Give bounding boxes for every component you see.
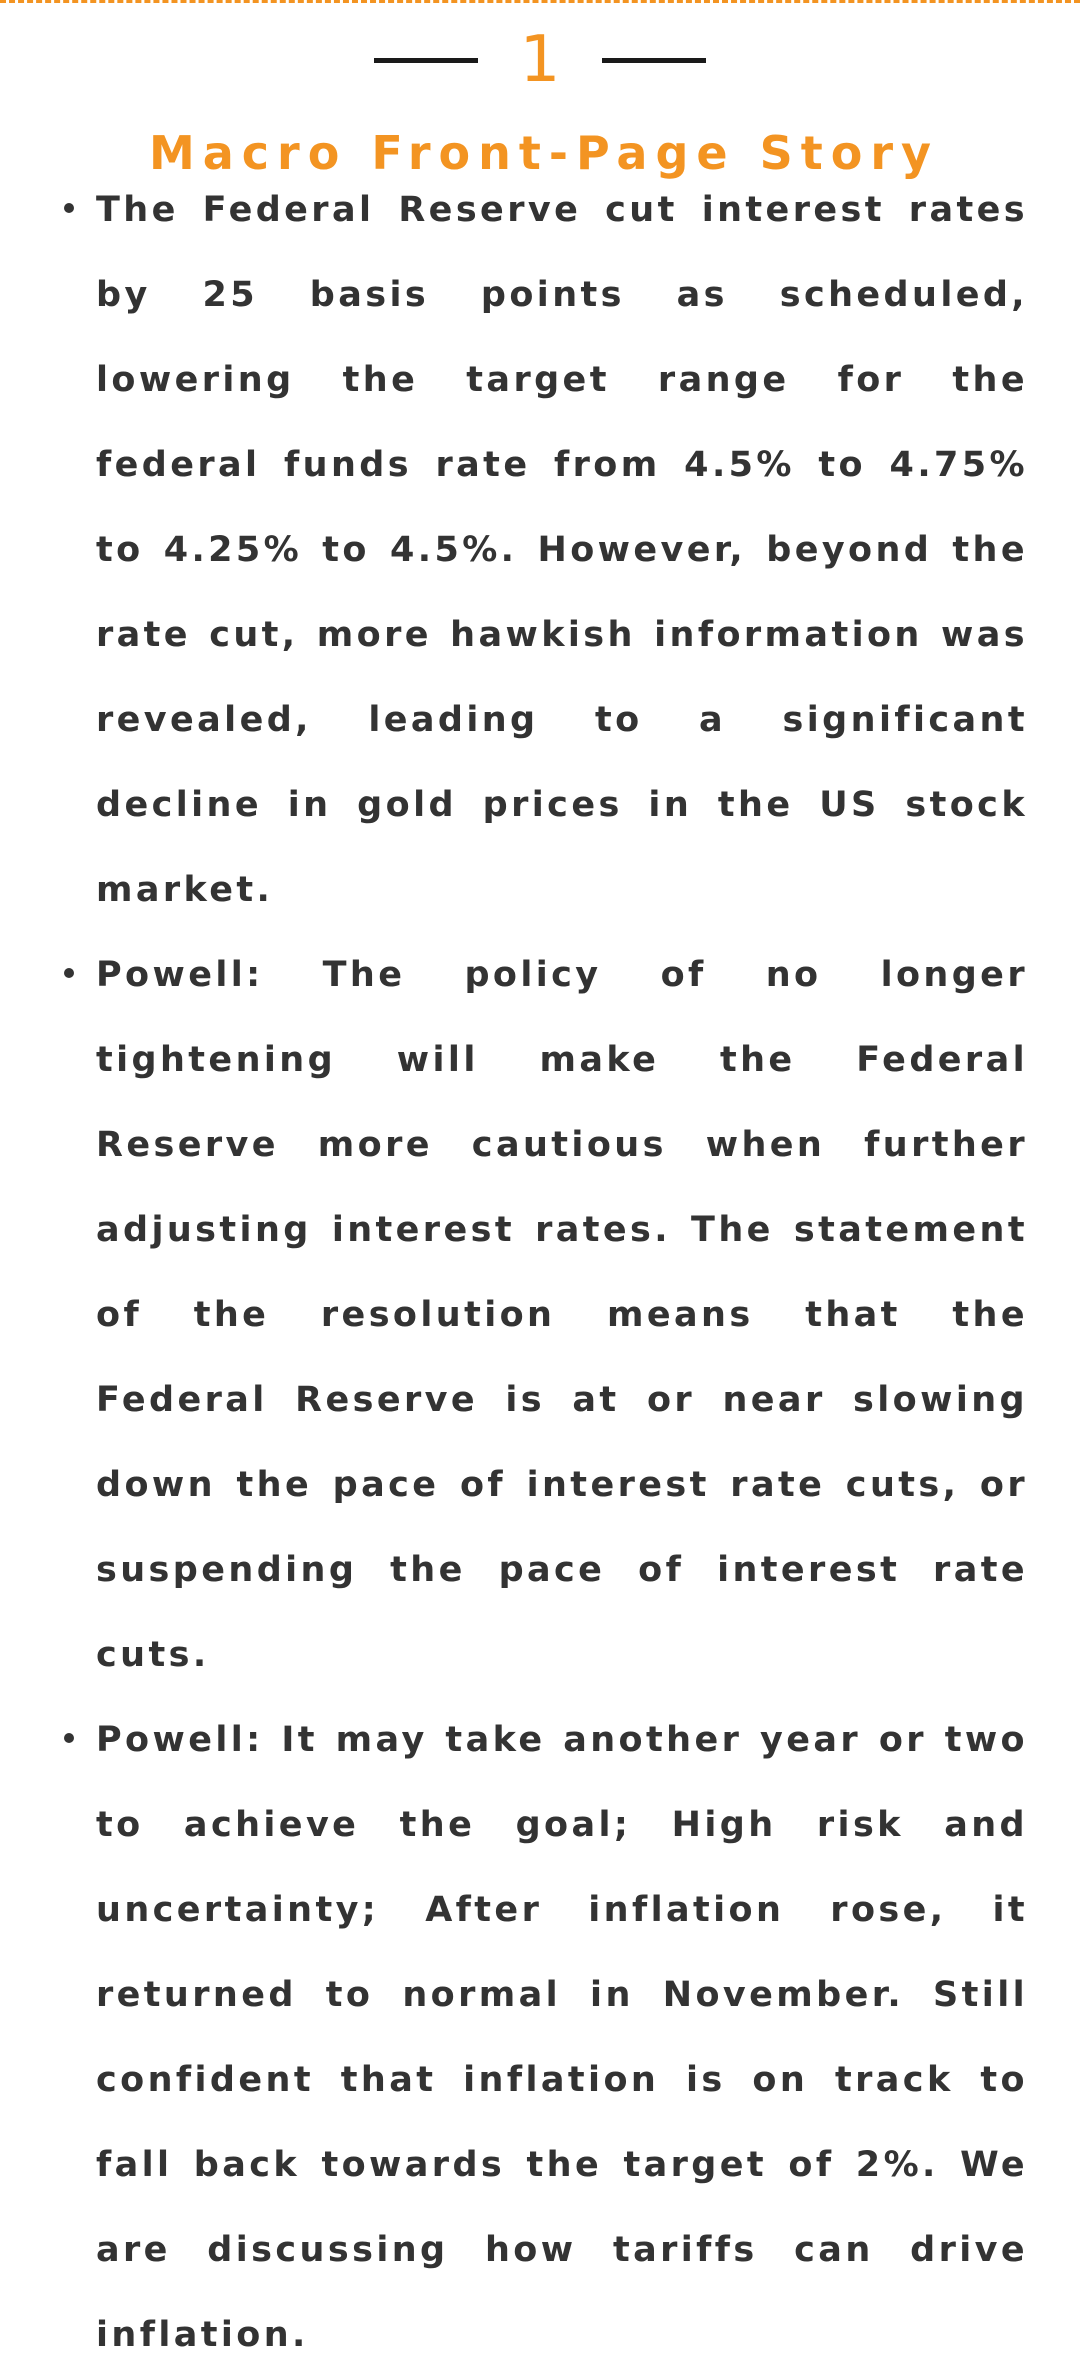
section-title: Macro Front-Page Story [148,126,940,180]
section-header [0,22,1080,180]
list-item [60,933,1028,1698]
bullet-icon [64,1733,74,1743]
bullet-text: The Federal Reserve cut interest rates by 25 basis points as scheduled, lowering the target range for the federal funds rate from 4.5% to 4.75% to 4.25% to 4.5%. However, beyond the rate cut, more hawkish information was revealed, leading to a significant decline in gold prices in the US stock market. [96,190,1028,910]
bullet-text: Powell: The policy of no longer tightening will make the Federal Reserve more cautious when further adjusting interest rates. The statement of the resolution means that the Federal Reserve is at or near slowing down the pace of interest rate cuts, or suspending the pace of interest rate cuts. [96,955,1028,1675]
bullet-icon [64,968,74,978]
list-item [60,1698,1028,2378]
bullet-text: Powell: It may take another year or two to achieve the goal; High risk and uncertainty; After inflation rose, it returned to normal in November. Still confident that inflation is on track to fall back towards the target of 2%. We are discussing how tariffs can drive inflation. [96,1720,1028,2355]
list-item [60,168,1028,933]
bullet-icon [64,203,74,213]
left-rule [374,58,478,63]
right-rule [602,58,706,63]
section-number: 1 [519,23,561,97]
section-number-row [0,22,1080,98]
bullet-list [60,168,1028,2378]
top-dashed-border [0,0,1080,3]
